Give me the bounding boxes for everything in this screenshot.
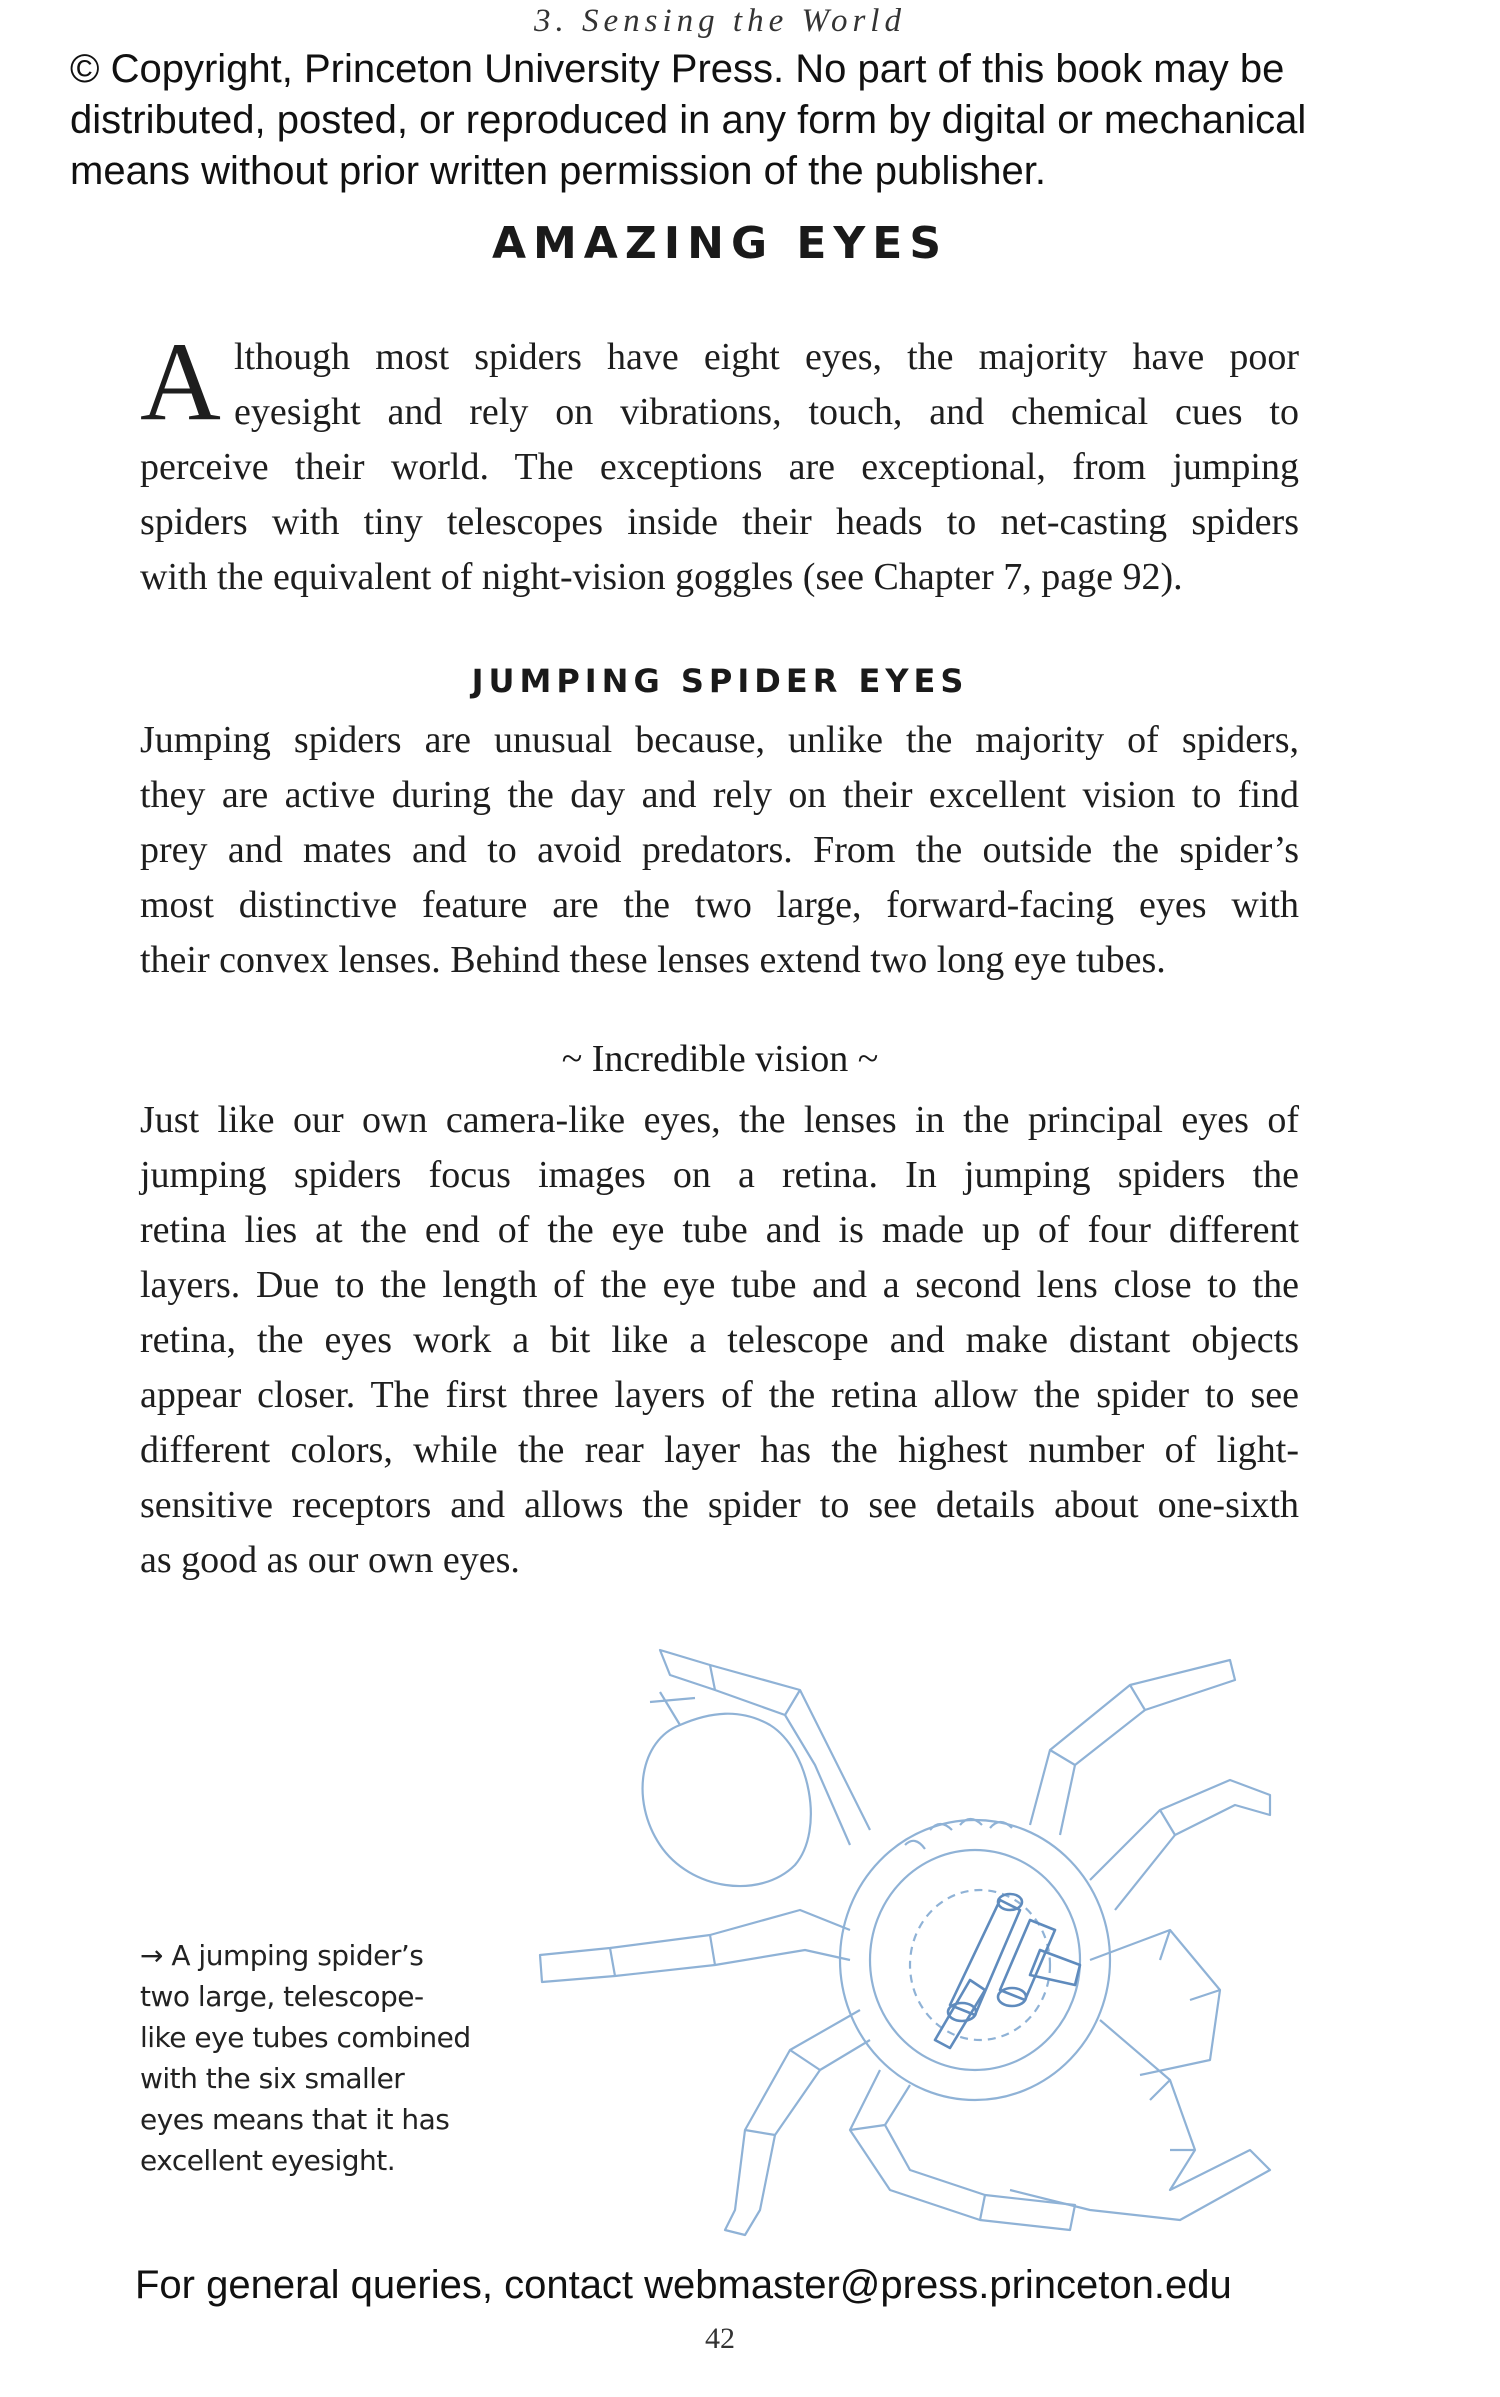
text-line: their convex lenses. Behind these lenses extend two long eye tubes.	[140, 939, 1166, 981]
text-line: retina, the eyes work a bit like a telescope and make distant objects	[140, 1319, 1299, 1361]
caption-line: like eye tubes combined	[140, 2021, 471, 2054]
spider-carapace-inner	[870, 1850, 1080, 2070]
copyright-notice	[70, 44, 1306, 197]
caption-line: two large, telescope-	[140, 1980, 424, 2013]
running-header: 3. Sensing the World	[534, 3, 906, 39]
spider-leg	[850, 2070, 1075, 2230]
caption-line: with the six smaller	[140, 2062, 405, 2095]
caption-line: → A jumping spider’s	[140, 1939, 424, 1972]
spider-leg-joints	[710, 1665, 800, 1715]
text-line: Jumping spiders are unusual because, unlike the majority of spiders,	[140, 719, 1299, 761]
text-line: spiders with tiny telescopes inside their heads to net-casting spiders	[140, 501, 1299, 543]
text-line: appear closer. The first three layers of the retina allow the spider to see	[140, 1374, 1299, 1416]
text-line: eyesight and rely on vibrations, touch, and chemical cues to	[234, 391, 1299, 433]
spider-leg-joints	[1160, 1810, 1175, 1835]
text-line: Just like our own camera-like eyes, the lenses in the principal eyes of	[140, 1099, 1299, 1141]
text-line: as good as our own eyes.	[140, 1539, 520, 1581]
spider-leg-joints	[1050, 1685, 1145, 1765]
figure-caption	[140, 1935, 471, 2181]
text-line: perceive their world. The exceptions are exceptional, from jumping	[140, 446, 1299, 488]
spider-carapace-dashed	[910, 1890, 1050, 2040]
spider-abdomen	[643, 1714, 811, 1886]
copyright-line: distributed, posted, or reproduced in any form by digital or mechanical	[70, 98, 1307, 142]
footer-notice: For general queries, contact webmaster@press.princeton.edu	[135, 2263, 1232, 2307]
drop-cap: A	[140, 320, 221, 444]
spider-leg	[1030, 1660, 1235, 1835]
text-line: lthough most spiders have eight eyes, the majority have poor	[234, 336, 1299, 378]
text-line: they are active during the day and rely on their excellent vision to find	[140, 774, 1299, 816]
spider-leg-joints	[1150, 2080, 1195, 2150]
jumping-spider-illustration	[530, 1630, 1290, 2250]
vision-paragraph	[140, 1093, 1299, 1588]
spider-leg	[540, 1910, 850, 1982]
vision-heading: ~ Incredible vision ~	[561, 1038, 879, 1080]
text-line: sensitive receptors and allows the spider to see details about one-sixth	[140, 1484, 1299, 1526]
text-line: with the equivalent of night-vision goggles (see Chapter 7, page 92).	[140, 556, 1183, 598]
copyright-line: means without prior written permission of the publisher.	[70, 149, 1047, 193]
copyright-line: © Copyright, Princeton University Press. No part of this book may be	[70, 47, 1285, 91]
caption-line: eyes means that it has	[140, 2103, 450, 2136]
text-line: different colors, while the rear layer has the highest number of light-	[140, 1429, 1299, 1471]
intro-paragraph	[140, 330, 1299, 605]
spider-leg	[725, 2010, 870, 2235]
text-line: jumping spiders focus images on a retina. In jumping spiders the	[140, 1154, 1299, 1196]
text-line: layers. Due to the length of the eye tube and a second lens close to the	[140, 1264, 1299, 1306]
text-line: retina lies at the end of the eye tube and is made up of four different	[140, 1209, 1299, 1251]
page-number: 42	[705, 2322, 735, 2355]
text-line: most distinctive feature are the two large, forward-facing eyes with	[140, 884, 1299, 926]
spider-leg	[660, 1650, 870, 1845]
jumping-paragraph	[140, 713, 1299, 988]
subsection-title: JUMPING SPIDER EYES	[471, 662, 969, 700]
spider-leg-joints	[1160, 1930, 1220, 2000]
spider-leg	[1010, 2020, 1270, 2220]
eye-tubes	[935, 1894, 1080, 2048]
spider-leg	[1090, 1930, 1220, 2075]
spider-small-eyes	[905, 1819, 1012, 1849]
spider-leg	[1090, 1780, 1270, 1910]
spider-spinneret	[650, 1692, 695, 1725]
section-title: AMAZING EYES	[491, 218, 949, 269]
text-line: prey and mates and to avoid predators. From the outside the spider’s	[140, 829, 1299, 871]
caption-line: excellent eyesight.	[140, 2144, 396, 2177]
